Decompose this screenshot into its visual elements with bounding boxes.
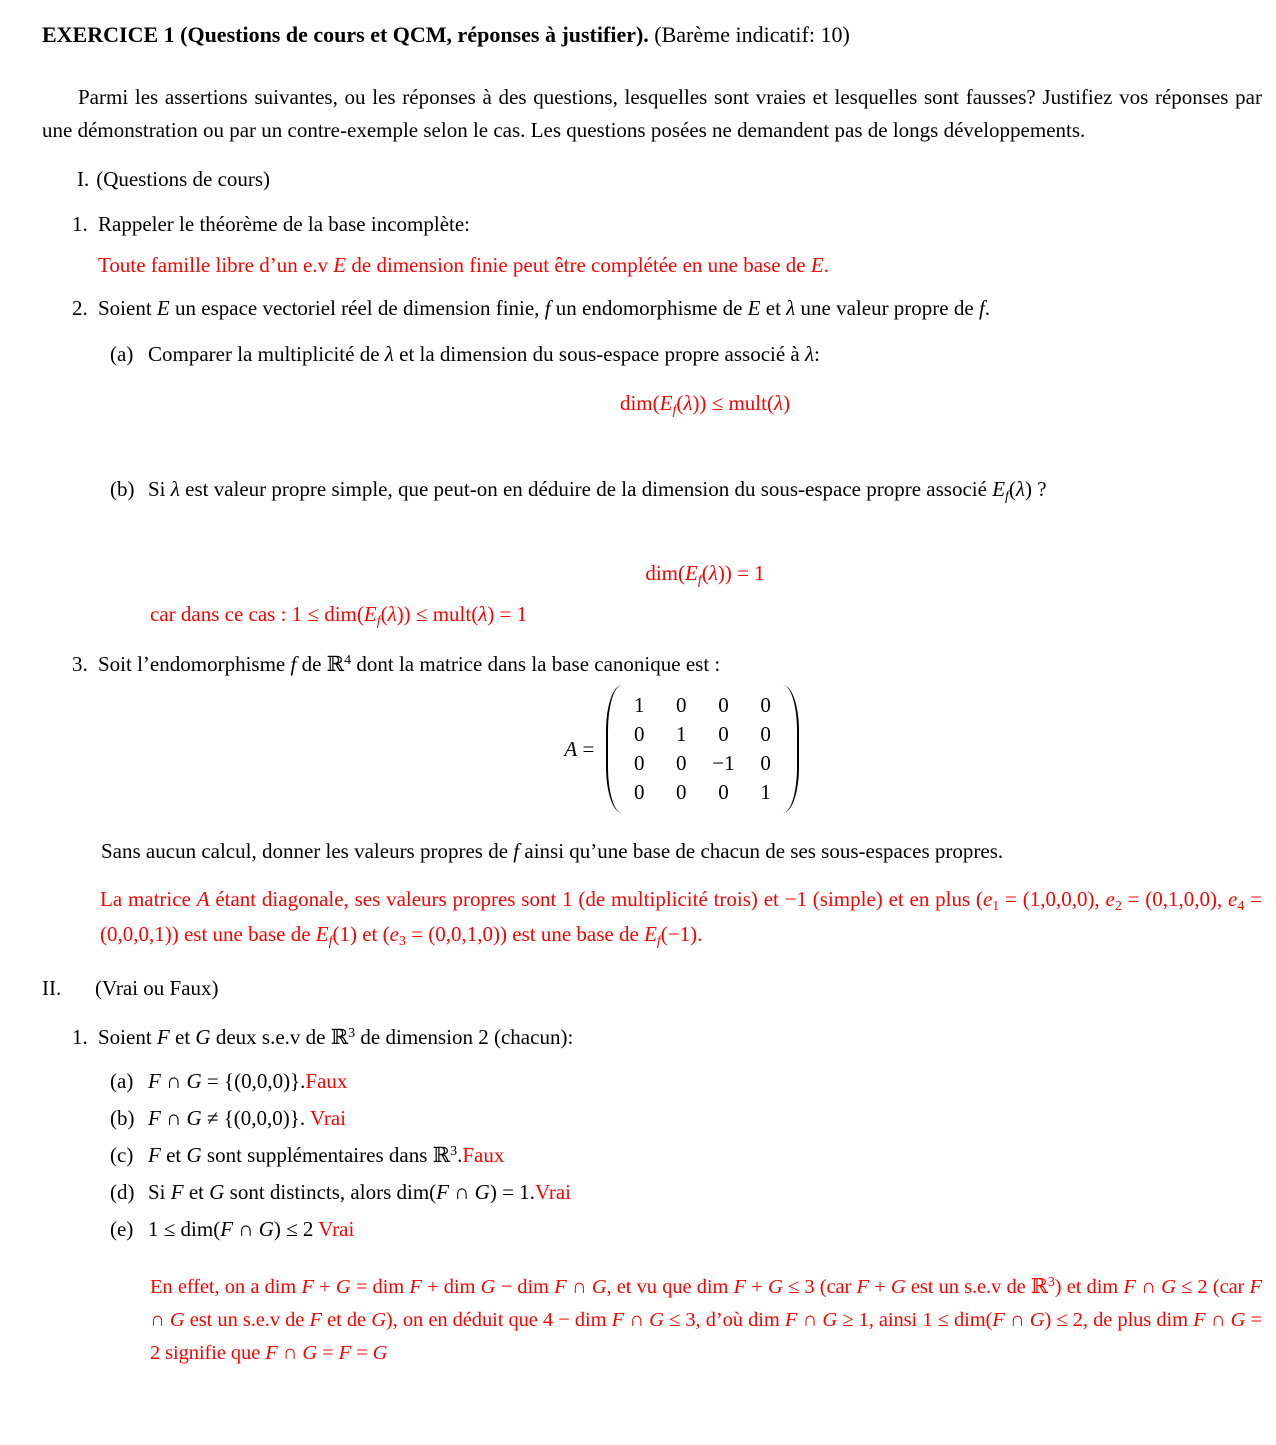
question-1-text: Rappeler le théorème de la base incomplète:	[98, 212, 471, 236]
matrix-cell: 0	[676, 693, 687, 717]
tf-item-d-statement	[148, 1176, 1276, 1209]
tf-item-b-statement	[148, 1102, 1276, 1135]
tf-item-c	[110, 1139, 1276, 1172]
question-2-text: Soient E un espace vectoriel réel de dimension finie, f un endomorphisme de E et λ une valeur propre de f.	[98, 296, 991, 320]
section-2-heading	[42, 972, 1276, 1005]
matrix-cell: 0	[760, 722, 771, 746]
tf-item-e-label: (e)	[110, 1217, 134, 1241]
tf-justification: En effet, on a dim F + G = dim F + dim G − dim F ∩ G, et vu que dim F + G ≤ 3 (car F + G est un s.e.v de ℝ$^3$) et dim F ∩ G ≤ 2 (car F ∩ G est un s.e.v de F et de G), on en déduit que 4 − dim F ∩ G ≤ 3, d’où dim F ∩ G ≥ 1, ainsi 1 ≤ dim(F ∩ G) ≤ 2, de plus dim F ∩ G = 2 signifie que F ∩ G = F = G	[150, 1275, 1262, 1364]
question-3-label: 3.	[72, 652, 88, 676]
tf-item-a-label: (a)	[110, 1069, 134, 1093]
section-2-title: (Vrai ou Faux)	[95, 976, 219, 1000]
intro-paragraph: Parmi les assertions suivantes, ou les réponses à des questions, lesquelles sont vraies et lesquelles sont fausses? Justifiez vos réponses par une démonstration ou par un contre-exemple selon le cas. Les questions posées ne demandent pas de longs développements.	[42, 85, 1262, 142]
formula-dim-equals-1: $dim(E_f(\lambda)) = 1$	[645, 561, 765, 588]
tf-statement: F et G sont supplémentaires dans ℝ$^3$.	[148, 1143, 463, 1167]
section-2-question-1-text: Soient F et G deux s.e.v de ℝ$^3$ de dimension 2 (chacun):	[98, 1025, 574, 1049]
tf-verdict: Vrai	[309, 1106, 347, 1130]
tf-item-e-statement	[148, 1213, 1276, 1246]
tf-item-b-label: (b)	[110, 1106, 135, 1130]
section-2-question-1	[72, 1021, 1276, 1054]
question-2-label: 2.	[72, 296, 88, 320]
question-3-followup: Sans aucun calcul, donner les valeurs propres de f ainsi qu’une base de chacun de ses sous-espaces propres.	[101, 839, 1004, 863]
tf-item-c-statement	[148, 1139, 1276, 1172]
section-1-heading	[77, 163, 1276, 196]
matrix-cell: 1	[676, 722, 687, 746]
matrix-cell: −1	[712, 751, 735, 775]
matrix-cell: 0	[634, 780, 645, 804]
question-1-label: 1.	[72, 212, 88, 236]
matrix-cell: 0	[676, 780, 687, 804]
tf-verdict: Faux	[305, 1069, 348, 1093]
matrix-A-entries	[622, 685, 782, 813]
tf-item-a	[110, 1065, 1276, 1098]
tf-item-a-statement	[148, 1065, 1276, 1098]
tf-item-d	[110, 1176, 1276, 1209]
section-1-title: (Questions de cours)	[96, 167, 271, 191]
tf-item-d-label: (d)	[110, 1180, 135, 1204]
question-1	[72, 208, 1276, 241]
question-2b-label: (b)	[110, 477, 135, 501]
question-3	[72, 648, 1276, 681]
matrix-left-paren	[606, 685, 622, 813]
question-2b-text: Si λ est valeur propre simple, que peut-on en déduire de la dimension du sous-espace propre associé $E_f(\lambda)$ ?	[148, 477, 1047, 504]
question-2a	[110, 338, 1276, 371]
matrix-cell: 0	[634, 751, 645, 775]
matrix-right-paren	[783, 685, 799, 813]
question-3-text: Soit l’endomorphisme f de ℝ$^4$ dont la matrice dans la base canonique est :	[98, 652, 721, 676]
matrix-cell: 0	[718, 693, 729, 717]
matrix-cell: 1	[760, 780, 771, 804]
matrix-cell: 0	[718, 780, 729, 804]
tf-item-b	[110, 1102, 1276, 1135]
tf-statement: 1 ≤ dim(F ∩ G) ≤ 2	[148, 1217, 319, 1241]
matrix-A-label: A =	[564, 736, 595, 761]
question-2a-label: (a)	[110, 342, 134, 366]
section-1-label: I.	[77, 167, 90, 191]
formula-dim-leq-mult: $dim(E_f(\lambda))$ ≤ mult(λ)	[619, 391, 791, 418]
question-2a-text: Comparer la multiplicité de λ et la dimension du sous-espace propre associé à λ:	[148, 342, 820, 366]
answer-3: La matrice A étant diagonale, ses valeurs propres sont 1 (de multiplicité trois) et −1 (simple) et en plus ($e_1 = (1,0,0,0)$, $e_2 = (0,1,0,0)$, $e_4 = (0,0,0,1)$) est une base de $E_f(1)$ et $(e_3 = (0,0,1,0))$ est une base de $E_f(-1)$.	[100, 887, 1262, 949]
tf-verdict: Vrai	[534, 1180, 571, 1204]
matrix-cell: 1	[634, 693, 645, 717]
section-2-label: II.	[42, 976, 62, 1000]
matrix-cell: 0	[718, 722, 729, 746]
question-2	[72, 292, 1276, 325]
matrix-cell: 0	[634, 722, 645, 746]
tf-item-c-label: (c)	[110, 1143, 134, 1167]
tf-verdict: Faux	[462, 1143, 505, 1167]
question-2b	[110, 473, 1276, 506]
matrix-cell: 0	[676, 751, 687, 775]
matrix-cell: 0	[760, 693, 771, 717]
tf-verdict: Vrai	[318, 1217, 355, 1241]
section-2-question-1-label: 1.	[72, 1025, 88, 1049]
tf-item-e	[110, 1213, 1276, 1246]
tf-statement: F ∩ G ≠ {(0,0,0)}.	[148, 1106, 310, 1130]
tf-statement: F ∩ G = {(0,0,0)}.	[148, 1069, 306, 1093]
answer-2b-note: car dans ce cas : $1 \le dim(E_f(\lambda))$ ≤ mult(λ) = 1	[150, 602, 528, 629]
tf-statement: Si F et G sont distincts, alors dim(F ∩ G) = 1.	[148, 1180, 535, 1204]
exercise-title-note: (Barème indicatif: 10)	[654, 22, 850, 47]
matrix-A	[101, 685, 1262, 813]
answer-1: Toute famille libre d’un e.v E de dimension finie peut être complétée en une base de E.	[98, 253, 829, 277]
exercise-title	[42, 18, 1262, 51]
exercise-title-bold: EXERCICE 1 (Questions de cours et QCM, réponses à justifier).	[42, 22, 649, 47]
matrix-cell: 0	[760, 751, 771, 775]
